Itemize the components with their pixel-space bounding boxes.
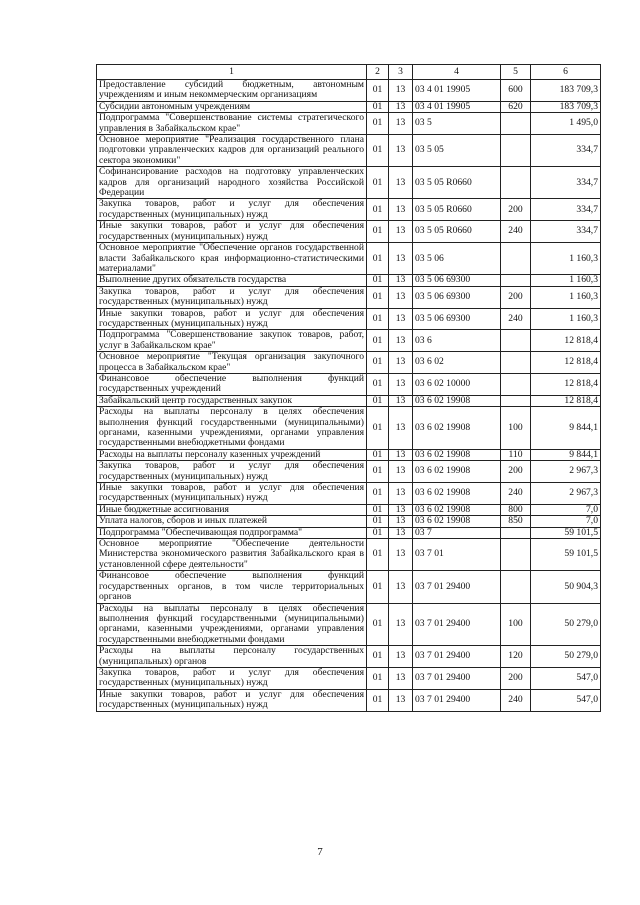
expense-type-code-cell	[501, 243, 531, 275]
section-code-cell: 01	[367, 603, 389, 646]
table-row	[97, 243, 601, 275]
target-code-cell: 03 5	[413, 113, 501, 135]
table-row	[97, 352, 601, 374]
target-code-cell: 03 7 01 29400	[413, 571, 501, 603]
subsection-code-cell: 13	[389, 373, 413, 395]
section-code-cell: 01	[367, 504, 389, 515]
expense-type-code-cell: 120	[501, 646, 531, 668]
amount-cell: 1 160,3	[531, 275, 601, 286]
amount-cell: 1 160,3	[531, 308, 601, 330]
amount-cell: 50 279,0	[531, 646, 601, 668]
expense-type-code-cell	[501, 352, 531, 374]
section-code-cell: 01	[367, 308, 389, 330]
item-name-cell: Уплата налогов, сборов и иных платежей	[97, 516, 367, 527]
target-code-cell: 03 7 01 29400	[413, 667, 501, 689]
table-row	[97, 603, 601, 646]
section-code-cell: 01	[367, 407, 389, 450]
item-name-cell: Финансовое обеспечение выполнения функций государственных органов, в том числе территориальных органов	[97, 571, 367, 603]
section-code-cell: 01	[367, 571, 389, 603]
target-code-cell: 03 6 02 19908	[413, 449, 501, 460]
section-code-cell: 01	[367, 516, 389, 527]
amount-cell: 7,0	[531, 516, 601, 527]
subsection-code-cell: 13	[389, 286, 413, 308]
amount-cell: 12 818,4	[531, 395, 601, 406]
subsection-code-cell: 13	[389, 243, 413, 275]
column-header: 2	[367, 65, 389, 80]
target-code-cell: 03 7 01	[413, 539, 501, 571]
target-code-cell: 03 5 06 69300	[413, 275, 501, 286]
item-name-cell: Иные закупки товаров, работ и услуг для обеспечения государственных (муниципальных) нужд	[97, 308, 367, 330]
table-row	[97, 516, 601, 527]
table-row	[97, 373, 601, 395]
expense-type-code-cell: 110	[501, 449, 531, 460]
subsection-code-cell: 13	[389, 603, 413, 646]
table-row	[97, 330, 601, 352]
subsection-code-cell: 13	[389, 308, 413, 330]
expense-type-code-cell	[501, 167, 531, 199]
subsection-code-cell: 13	[389, 504, 413, 515]
subsection-code-cell: 13	[389, 461, 413, 483]
table-row	[97, 286, 601, 308]
header-row	[97, 65, 601, 80]
amount-cell: 59 101,5	[531, 539, 601, 571]
amount-cell: 9 844,1	[531, 407, 601, 450]
amount-cell: 547,0	[531, 667, 601, 689]
section-code-cell: 01	[367, 527, 389, 538]
section-code-cell: 01	[367, 483, 389, 505]
table-row	[97, 667, 601, 689]
item-name-cell: Иные закупки товаров, работ и услуг для обеспечения государственных (муниципальных) нужд	[97, 689, 367, 711]
amount-cell: 334,7	[531, 167, 601, 199]
expense-type-code-cell: 800	[501, 504, 531, 515]
expense-type-code-cell: 620	[501, 101, 531, 112]
section-code-cell: 01	[367, 449, 389, 460]
budget-table	[96, 64, 601, 712]
table-row	[97, 101, 601, 112]
section-code-cell: 01	[367, 101, 389, 112]
subsection-code-cell: 13	[389, 167, 413, 199]
item-name-cell: Основное мероприятие "Обеспечение органов государственной власти Забайкальского края информационно-статистическими материалами"	[97, 243, 367, 275]
amount-cell: 1 160,3	[531, 286, 601, 308]
item-name-cell: Закупка товаров, работ и услуг для обеспечения государственных (муниципальных) нужд	[97, 199, 367, 221]
target-code-cell: 03 5 06	[413, 243, 501, 275]
expense-type-code-cell: 200	[501, 286, 531, 308]
section-code-cell: 01	[367, 275, 389, 286]
expense-type-code-cell: 100	[501, 407, 531, 450]
item-name-cell: Софинансирование расходов на подготовку управленческих кадров для организаций народного хозяйства Российской Федерации	[97, 167, 367, 199]
section-code-cell: 01	[367, 330, 389, 352]
target-code-cell: 03 5 05 R0660	[413, 221, 501, 243]
section-code-cell: 01	[367, 221, 389, 243]
item-name-cell: Закупка товаров, работ и услуг для обеспечения государственных (муниципальных) нужд	[97, 667, 367, 689]
column-header: 4	[413, 65, 501, 80]
section-code-cell: 01	[367, 373, 389, 395]
table-row	[97, 308, 601, 330]
table-row	[97, 646, 601, 668]
amount-cell: 547,0	[531, 689, 601, 711]
subsection-code-cell: 13	[389, 135, 413, 167]
section-code-cell: 01	[367, 461, 389, 483]
item-name-cell: Расходы на выплаты персоналу государственных (муниципальных) органов	[97, 646, 367, 668]
expense-type-code-cell: 100	[501, 603, 531, 646]
subsection-code-cell: 13	[389, 527, 413, 538]
amount-cell: 59 101,5	[531, 527, 601, 538]
subsection-code-cell: 13	[389, 667, 413, 689]
target-code-cell: 03 6 02	[413, 352, 501, 374]
subsection-code-cell: 13	[389, 113, 413, 135]
section-code-cell: 01	[367, 113, 389, 135]
item-name-cell: Иные закупки товаров, работ и услуг для обеспечения государственных (муниципальных) нужд	[97, 483, 367, 505]
target-code-cell: 03 6 02 19908	[413, 395, 501, 406]
target-code-cell: 03 4 01 19905	[413, 80, 501, 102]
column-header: 6	[531, 65, 601, 80]
expense-type-code-cell	[501, 527, 531, 538]
expense-type-code-cell	[501, 330, 531, 352]
amount-cell: 12 818,4	[531, 373, 601, 395]
table-row	[97, 221, 601, 243]
section-code-cell: 01	[367, 135, 389, 167]
amount-cell: 50 279,0	[531, 603, 601, 646]
subsection-code-cell: 13	[389, 449, 413, 460]
section-code-cell: 01	[367, 199, 389, 221]
table-row	[97, 527, 601, 538]
amount-cell: 9 844,1	[531, 449, 601, 460]
amount-cell: 1 160,3	[531, 243, 601, 275]
item-name-cell: Выполнение других обязательств государства	[97, 275, 367, 286]
table-row	[97, 113, 601, 135]
expense-type-code-cell	[501, 135, 531, 167]
amount-cell: 183 709,3	[531, 80, 601, 102]
item-name-cell: Предоставление субсидий бюджетным, автономным учреждениям и иным некоммерческим организациям	[97, 80, 367, 102]
subsection-code-cell: 13	[389, 275, 413, 286]
target-code-cell: 03 5 06 69300	[413, 286, 501, 308]
subsection-code-cell: 13	[389, 101, 413, 112]
amount-cell: 334,7	[531, 199, 601, 221]
target-code-cell: 03 5 06 69300	[413, 308, 501, 330]
expense-type-code-cell	[501, 395, 531, 406]
expense-type-code-cell: 240	[501, 483, 531, 505]
table-row	[97, 135, 601, 167]
table-row	[97, 539, 601, 571]
table-row	[97, 395, 601, 406]
expense-type-code-cell: 600	[501, 80, 531, 102]
amount-cell: 2 967,3	[531, 483, 601, 505]
section-code-cell: 01	[367, 646, 389, 668]
amount-cell: 334,7	[531, 221, 601, 243]
table-row	[97, 167, 601, 199]
expense-type-code-cell	[501, 539, 531, 571]
item-name-cell: Подпрограмма "Совершенствование закупок товаров, работ, услуг в Забайкальском крае"	[97, 330, 367, 352]
section-code-cell: 01	[367, 80, 389, 102]
item-name-cell: Закупка товаров, работ и услуг для обеспечения государственных (муниципальных) нужд	[97, 286, 367, 308]
table-row	[97, 504, 601, 515]
item-name-cell: Основное мероприятие "Обеспечение деятельности Министерства экономического развития Забайкальского края в установленной сфере деятельности"	[97, 539, 367, 571]
amount-cell: 183 709,3	[531, 101, 601, 112]
table-row	[97, 275, 601, 286]
item-name-cell: Закупка товаров, работ и услуг для обеспечения государственных (муниципальных) нужд	[97, 461, 367, 483]
subsection-code-cell: 13	[389, 646, 413, 668]
table-row	[97, 461, 601, 483]
table-row	[97, 407, 601, 450]
target-code-cell: 03 6 02 19908	[413, 407, 501, 450]
section-code-cell: 01	[367, 689, 389, 711]
target-code-cell: 03 5 05 R0660	[413, 199, 501, 221]
expense-type-code-cell: 850	[501, 516, 531, 527]
item-name-cell: Расходы на выплаты персоналу в целях обеспечения выполнения функций государственными (муниципальными) органами, казенными учреждениями, органами управления государственными внебюджетными фондами	[97, 407, 367, 450]
item-name-cell: Основное мероприятие "Текущая организация закупочного процесса в Забайкальском крае"	[97, 352, 367, 374]
section-code-cell: 01	[367, 243, 389, 275]
target-code-cell: 03 5 05	[413, 135, 501, 167]
target-code-cell: 03 6	[413, 330, 501, 352]
subsection-code-cell: 13	[389, 395, 413, 406]
table-row	[97, 199, 601, 221]
expense-type-code-cell: 240	[501, 308, 531, 330]
section-code-cell: 01	[367, 352, 389, 374]
section-code-cell: 01	[367, 286, 389, 308]
item-name-cell: Расходы на выплаты персоналу казенных учреждений	[97, 449, 367, 460]
target-code-cell: 03 6 02 19908	[413, 504, 501, 515]
subsection-code-cell: 13	[389, 539, 413, 571]
subsection-code-cell: 13	[389, 516, 413, 527]
table-row	[97, 689, 601, 711]
target-code-cell: 03 6 02 19908	[413, 483, 501, 505]
item-name-cell: Иные закупки товаров, работ и услуг для обеспечения государственных (муниципальных) нужд	[97, 221, 367, 243]
amount-cell: 334,7	[531, 135, 601, 167]
target-code-cell: 03 6 02 19908	[413, 516, 501, 527]
amount-cell: 12 818,4	[531, 352, 601, 374]
table-row	[97, 483, 601, 505]
expense-type-code-cell: 200	[501, 461, 531, 483]
item-name-cell: Расходы на выплаты персоналу в целях обеспечения выполнения функций государственными (муниципальными) органами, казенными учреждениями, органами управления государственными внебюджетными фондами	[97, 603, 367, 646]
expense-type-code-cell: 200	[501, 199, 531, 221]
subsection-code-cell: 13	[389, 407, 413, 450]
item-name-cell: Подпрограмма "Совершенствование системы стратегического управления в Забайкальском крае"	[97, 113, 367, 135]
subsection-code-cell: 13	[389, 199, 413, 221]
table-row	[97, 449, 601, 460]
subsection-code-cell: 13	[389, 330, 413, 352]
page-number: 7	[317, 846, 323, 858]
column-header: 5	[501, 65, 531, 80]
section-code-cell: 01	[367, 167, 389, 199]
item-name-cell: Подпрограмма "Обеспечивающая подпрограмма"	[97, 527, 367, 538]
column-header: 3	[389, 65, 413, 80]
target-code-cell: 03 6 02 19908	[413, 461, 501, 483]
target-code-cell: 03 7 01 29400	[413, 646, 501, 668]
expense-type-code-cell: 240	[501, 689, 531, 711]
amount-cell: 7,0	[531, 504, 601, 515]
target-code-cell: 03 4 01 19905	[413, 101, 501, 112]
expense-type-code-cell: 200	[501, 667, 531, 689]
section-code-cell: 01	[367, 539, 389, 571]
expense-type-code-cell	[501, 113, 531, 135]
subsection-code-cell: 13	[389, 689, 413, 711]
amount-cell: 2 967,3	[531, 461, 601, 483]
section-code-cell: 01	[367, 395, 389, 406]
target-code-cell: 03 7 01 29400	[413, 689, 501, 711]
item-name-cell: Иные бюджетные ассигнования	[97, 504, 367, 515]
amount-cell: 50 904,3	[531, 571, 601, 603]
subsection-code-cell: 13	[389, 221, 413, 243]
target-code-cell: 03 6 02 10000	[413, 373, 501, 395]
table-row	[97, 80, 601, 102]
expense-type-code-cell	[501, 275, 531, 286]
target-code-cell: 03 7 01 29400	[413, 603, 501, 646]
expense-type-code-cell	[501, 373, 531, 395]
target-code-cell: 03 7	[413, 527, 501, 538]
subsection-code-cell: 13	[389, 80, 413, 102]
amount-cell: 1 495,0	[531, 113, 601, 135]
subsection-code-cell: 13	[389, 571, 413, 603]
subsection-code-cell: 13	[389, 483, 413, 505]
amount-cell: 12 818,4	[531, 330, 601, 352]
item-name-cell: Финансовое обеспечение выполнения функций государственных учреждений	[97, 373, 367, 395]
table-row	[97, 571, 601, 603]
subsection-code-cell: 13	[389, 352, 413, 374]
section-code-cell: 01	[367, 667, 389, 689]
item-name-cell: Забайкальский центр государственных закупок	[97, 395, 367, 406]
item-name-cell: Субсидии автономным учреждениям	[97, 101, 367, 112]
target-code-cell: 03 5 05 R0660	[413, 167, 501, 199]
expense-type-code-cell: 240	[501, 221, 531, 243]
column-header: 1	[97, 65, 367, 80]
expense-type-code-cell	[501, 571, 531, 603]
item-name-cell: Основное мероприятие "Реализация государственного плана подготовки управленческих кадров для организаций реального сектора экономики"	[97, 135, 367, 167]
